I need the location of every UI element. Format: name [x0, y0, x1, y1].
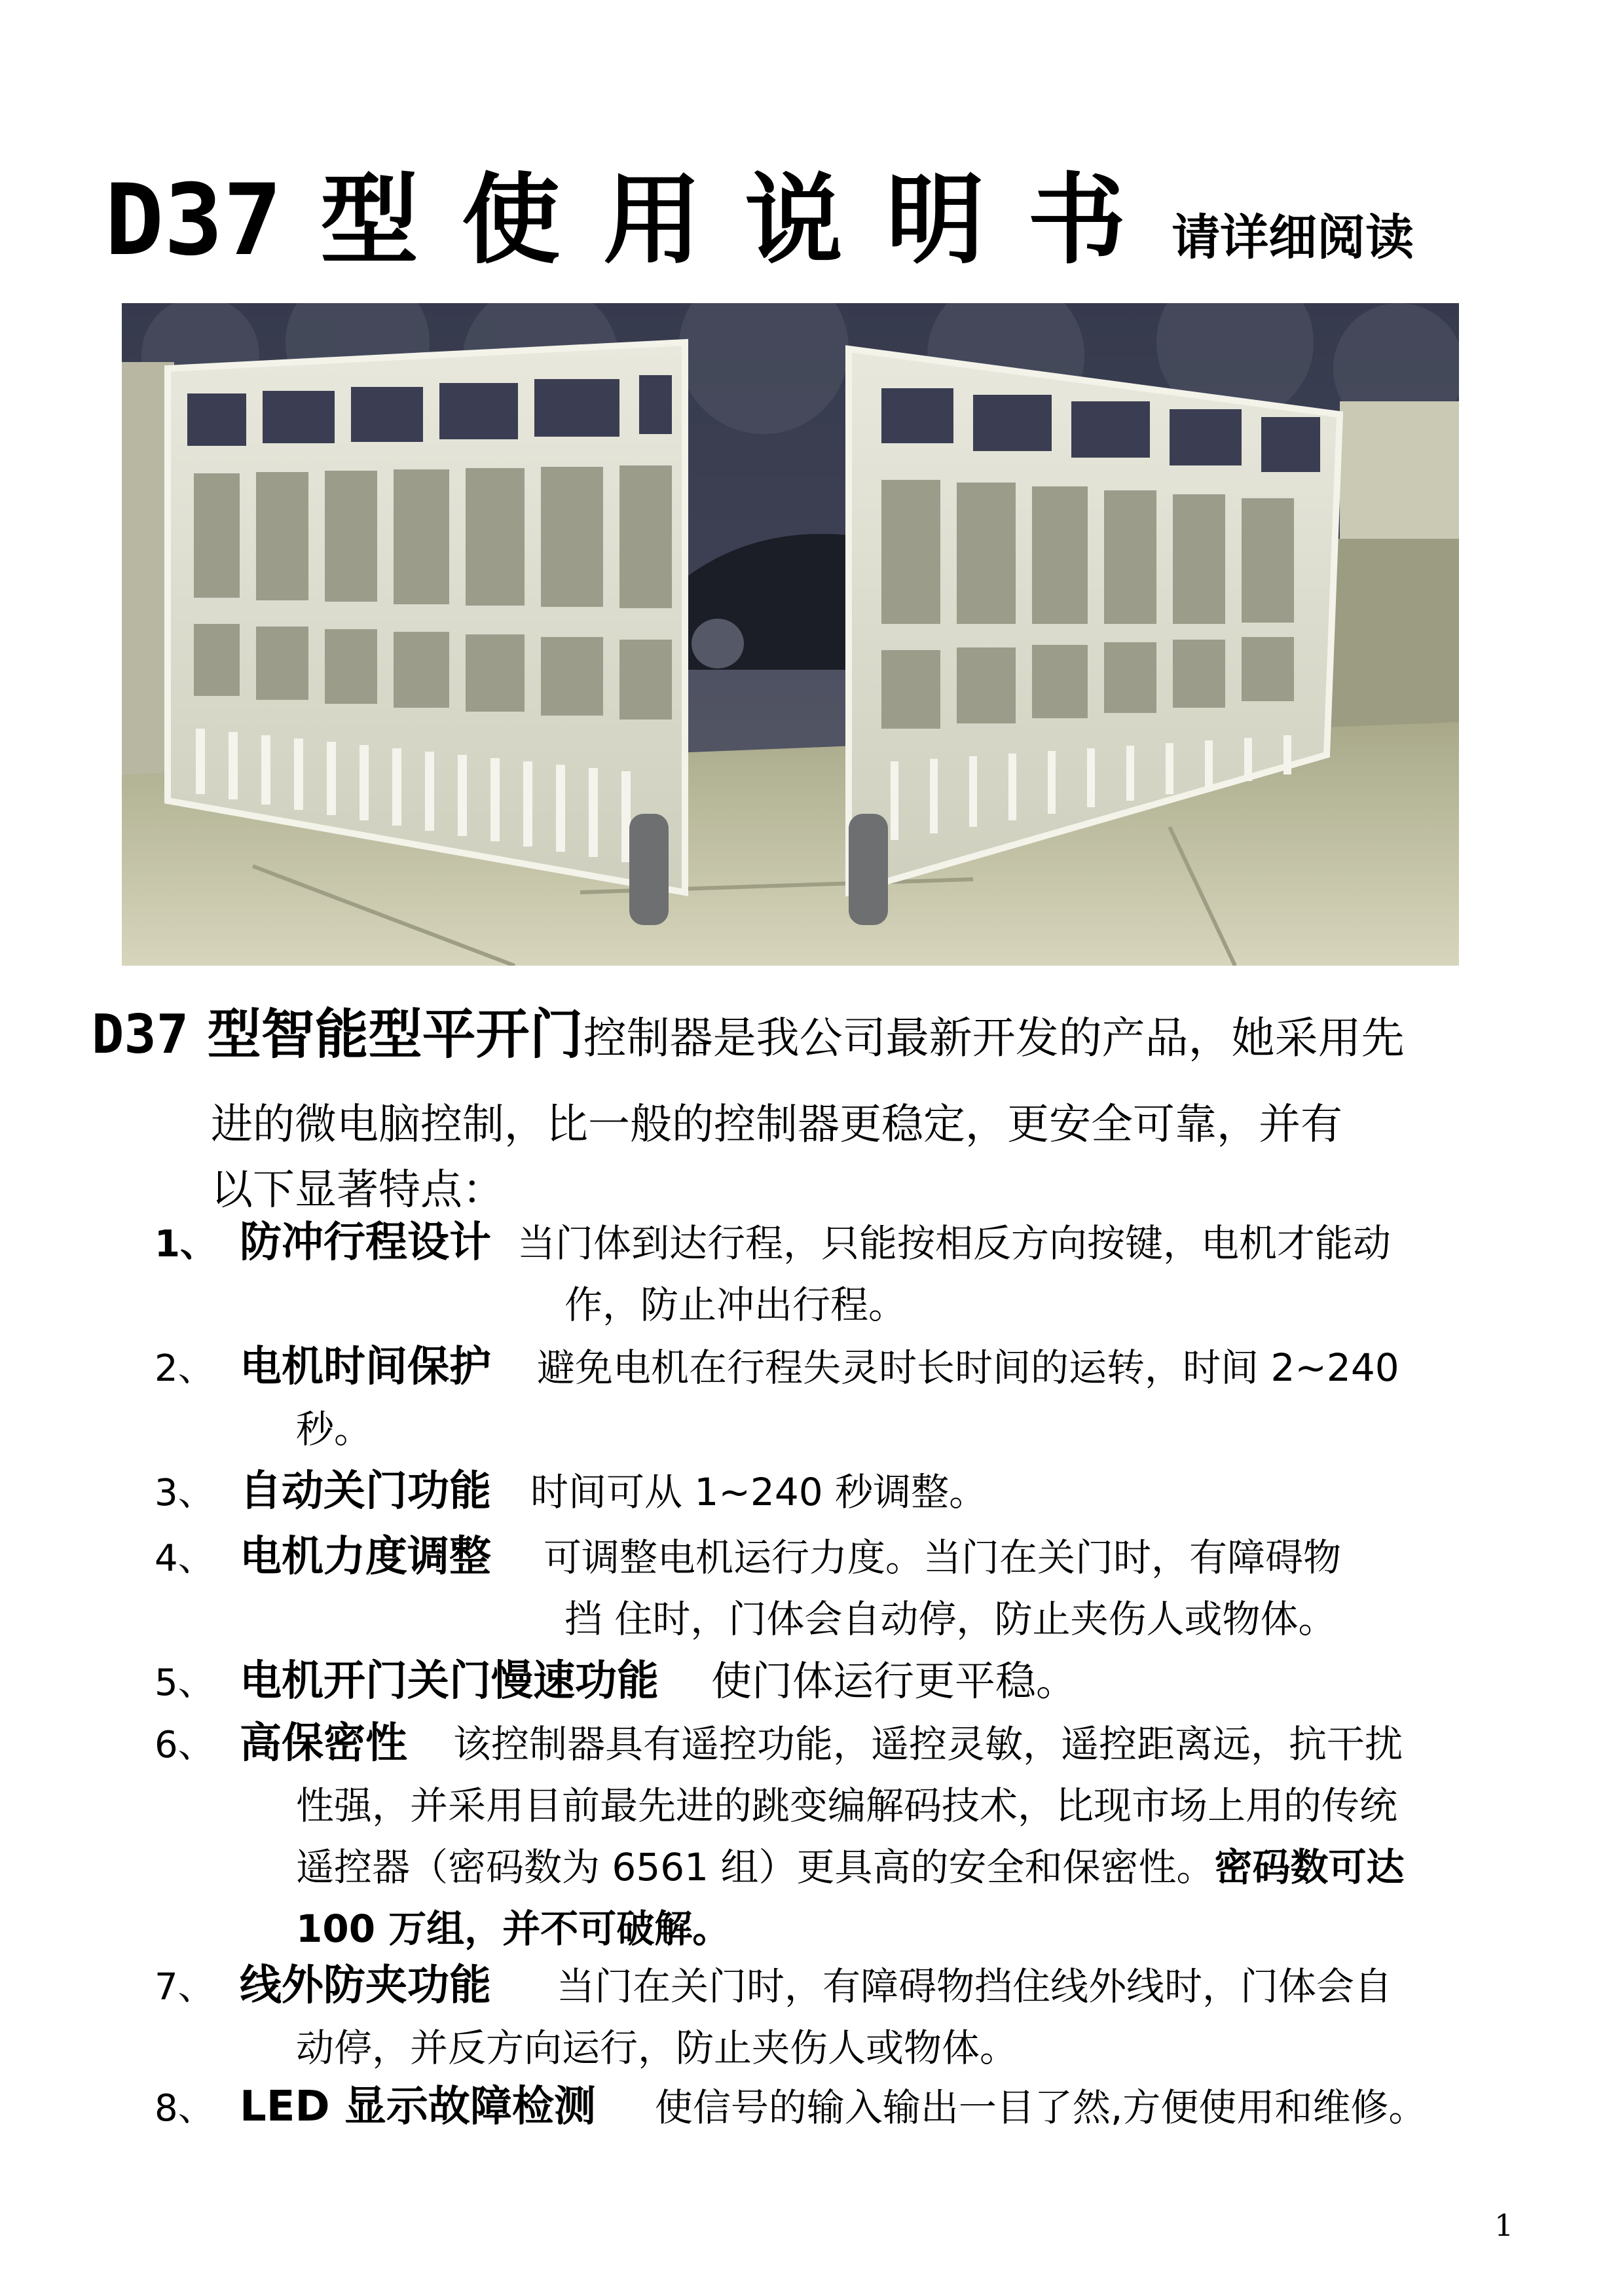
intro-model: D37 [92, 1004, 189, 1066]
gate-photo [122, 303, 1459, 966]
feature-name: 电机力度调整 [240, 1533, 491, 1581]
feature-desc: 该控制器具有遥控功能，遥控灵敏，遥控距离远，抗干扰 [453, 1722, 1403, 1766]
feature-name: 电机时间保护 [240, 1343, 491, 1391]
feature-number: 1、 [155, 1223, 217, 1266]
feature-desc: 可调整电机运行力度。当门在关门时，有障碍物 [544, 1535, 1342, 1580]
intro-line-3: 以下显著特点： [211, 1166, 504, 1214]
feature-name: 高保密性 [240, 1719, 407, 1768]
feature-item-1 [155, 1211, 1504, 1336]
feature-desc: 当门在关门时，有障碍物挡住线外线时，门体会自 [557, 1964, 1393, 2009]
feature-number: 5、 [155, 1662, 215, 1704]
feature-desc-cont-2-bold: 密码数可达 [1214, 1845, 1405, 1889]
feature-name: 线外防夹功能 [240, 1961, 491, 2010]
intro-line-2: 进的微电脑控制，比一般的控制器更稳定，更安全可靠，并有 [211, 1101, 1342, 1149]
title-main [105, 164, 1169, 278]
feature-desc-cont: 秒。 [296, 1407, 373, 1451]
feature-desc: 避免电机在行程失灵时长时间的运转，时间 2~240 [537, 1345, 1399, 1390]
intro-line-1 [92, 992, 1493, 1070]
feature-desc: 时间可从 1~240 秒调整。 [530, 1470, 987, 1514]
feature-number: 7、 [155, 1966, 215, 2009]
feature-desc-cont-3: 100 万组，并不可破解。 [296, 1906, 731, 1951]
feature-number: 8、 [155, 2087, 215, 2130]
feature-desc-cont-2-text: 遥控器（密码数为 6561 组）更具高的安全和保密性。 [296, 1845, 1215, 1889]
feature-name: 防冲行程设计 [240, 1218, 491, 1267]
page-number: 1 [1494, 2208, 1514, 2243]
document-title [105, 141, 1414, 278]
feature-item-6 [155, 1712, 1504, 1959]
feature-item-2 [155, 1336, 1504, 1460]
feature-item-8 [155, 2075, 1504, 2138]
title-text: 型使用说明书 [320, 164, 1170, 278]
feature-item-5 [155, 1650, 1504, 1713]
feature-name: 自动关门功能 [240, 1467, 491, 1516]
feature-desc: 使信号的输入输出一目了然,方便使用和维修。 [654, 2085, 1427, 2130]
feature-desc-cont: 动停，并反方向运行，防止夹伤人或物体。 [296, 2026, 1018, 2070]
feature-number: 2、 [155, 1347, 215, 1390]
feature-desc: 当门体到达行程，只能按相反方向按键，电机才能动 [517, 1221, 1392, 1266]
feature-number: 3、 [155, 1472, 215, 1514]
feature-name: LED 显示故障检测 [240, 2083, 596, 2131]
intro-paragraph [211, 1092, 1494, 1223]
feature-item-7 [155, 1954, 1504, 2079]
title-subtitle: 请详细阅读 [1172, 210, 1414, 266]
title-model: D37 [105, 164, 282, 278]
feature-desc-cont: 挡 住时，门体会自动停，防止夹伤人或物体。 [564, 1597, 1337, 1641]
feature-number: 6、 [155, 1724, 215, 1766]
feature-name: 电机开门关门慢速功能 [240, 1657, 659, 1705]
feature-number: 4、 [155, 1537, 215, 1580]
feature-desc-cont-2 [155, 1836, 1504, 1898]
feature-desc: 使门体运行更平稳。 [711, 1657, 1077, 1705]
intro-lead [92, 1004, 583, 1066]
intro-lead-text: 型智能型平开门 [207, 1004, 583, 1066]
intro-line-1-rest: 控制器是我公司最新开发的产品，她采用先 [583, 1013, 1405, 1063]
feature-desc-cont: 性强，并采用目前最先进的跳变编解码技术，比现市场上用的传统 [296, 1783, 1398, 1828]
feature-desc-cont: 作，防止冲出行程。 [564, 1283, 907, 1327]
feature-item-3 [155, 1460, 1504, 1523]
feature-item-4 [155, 1525, 1504, 1650]
